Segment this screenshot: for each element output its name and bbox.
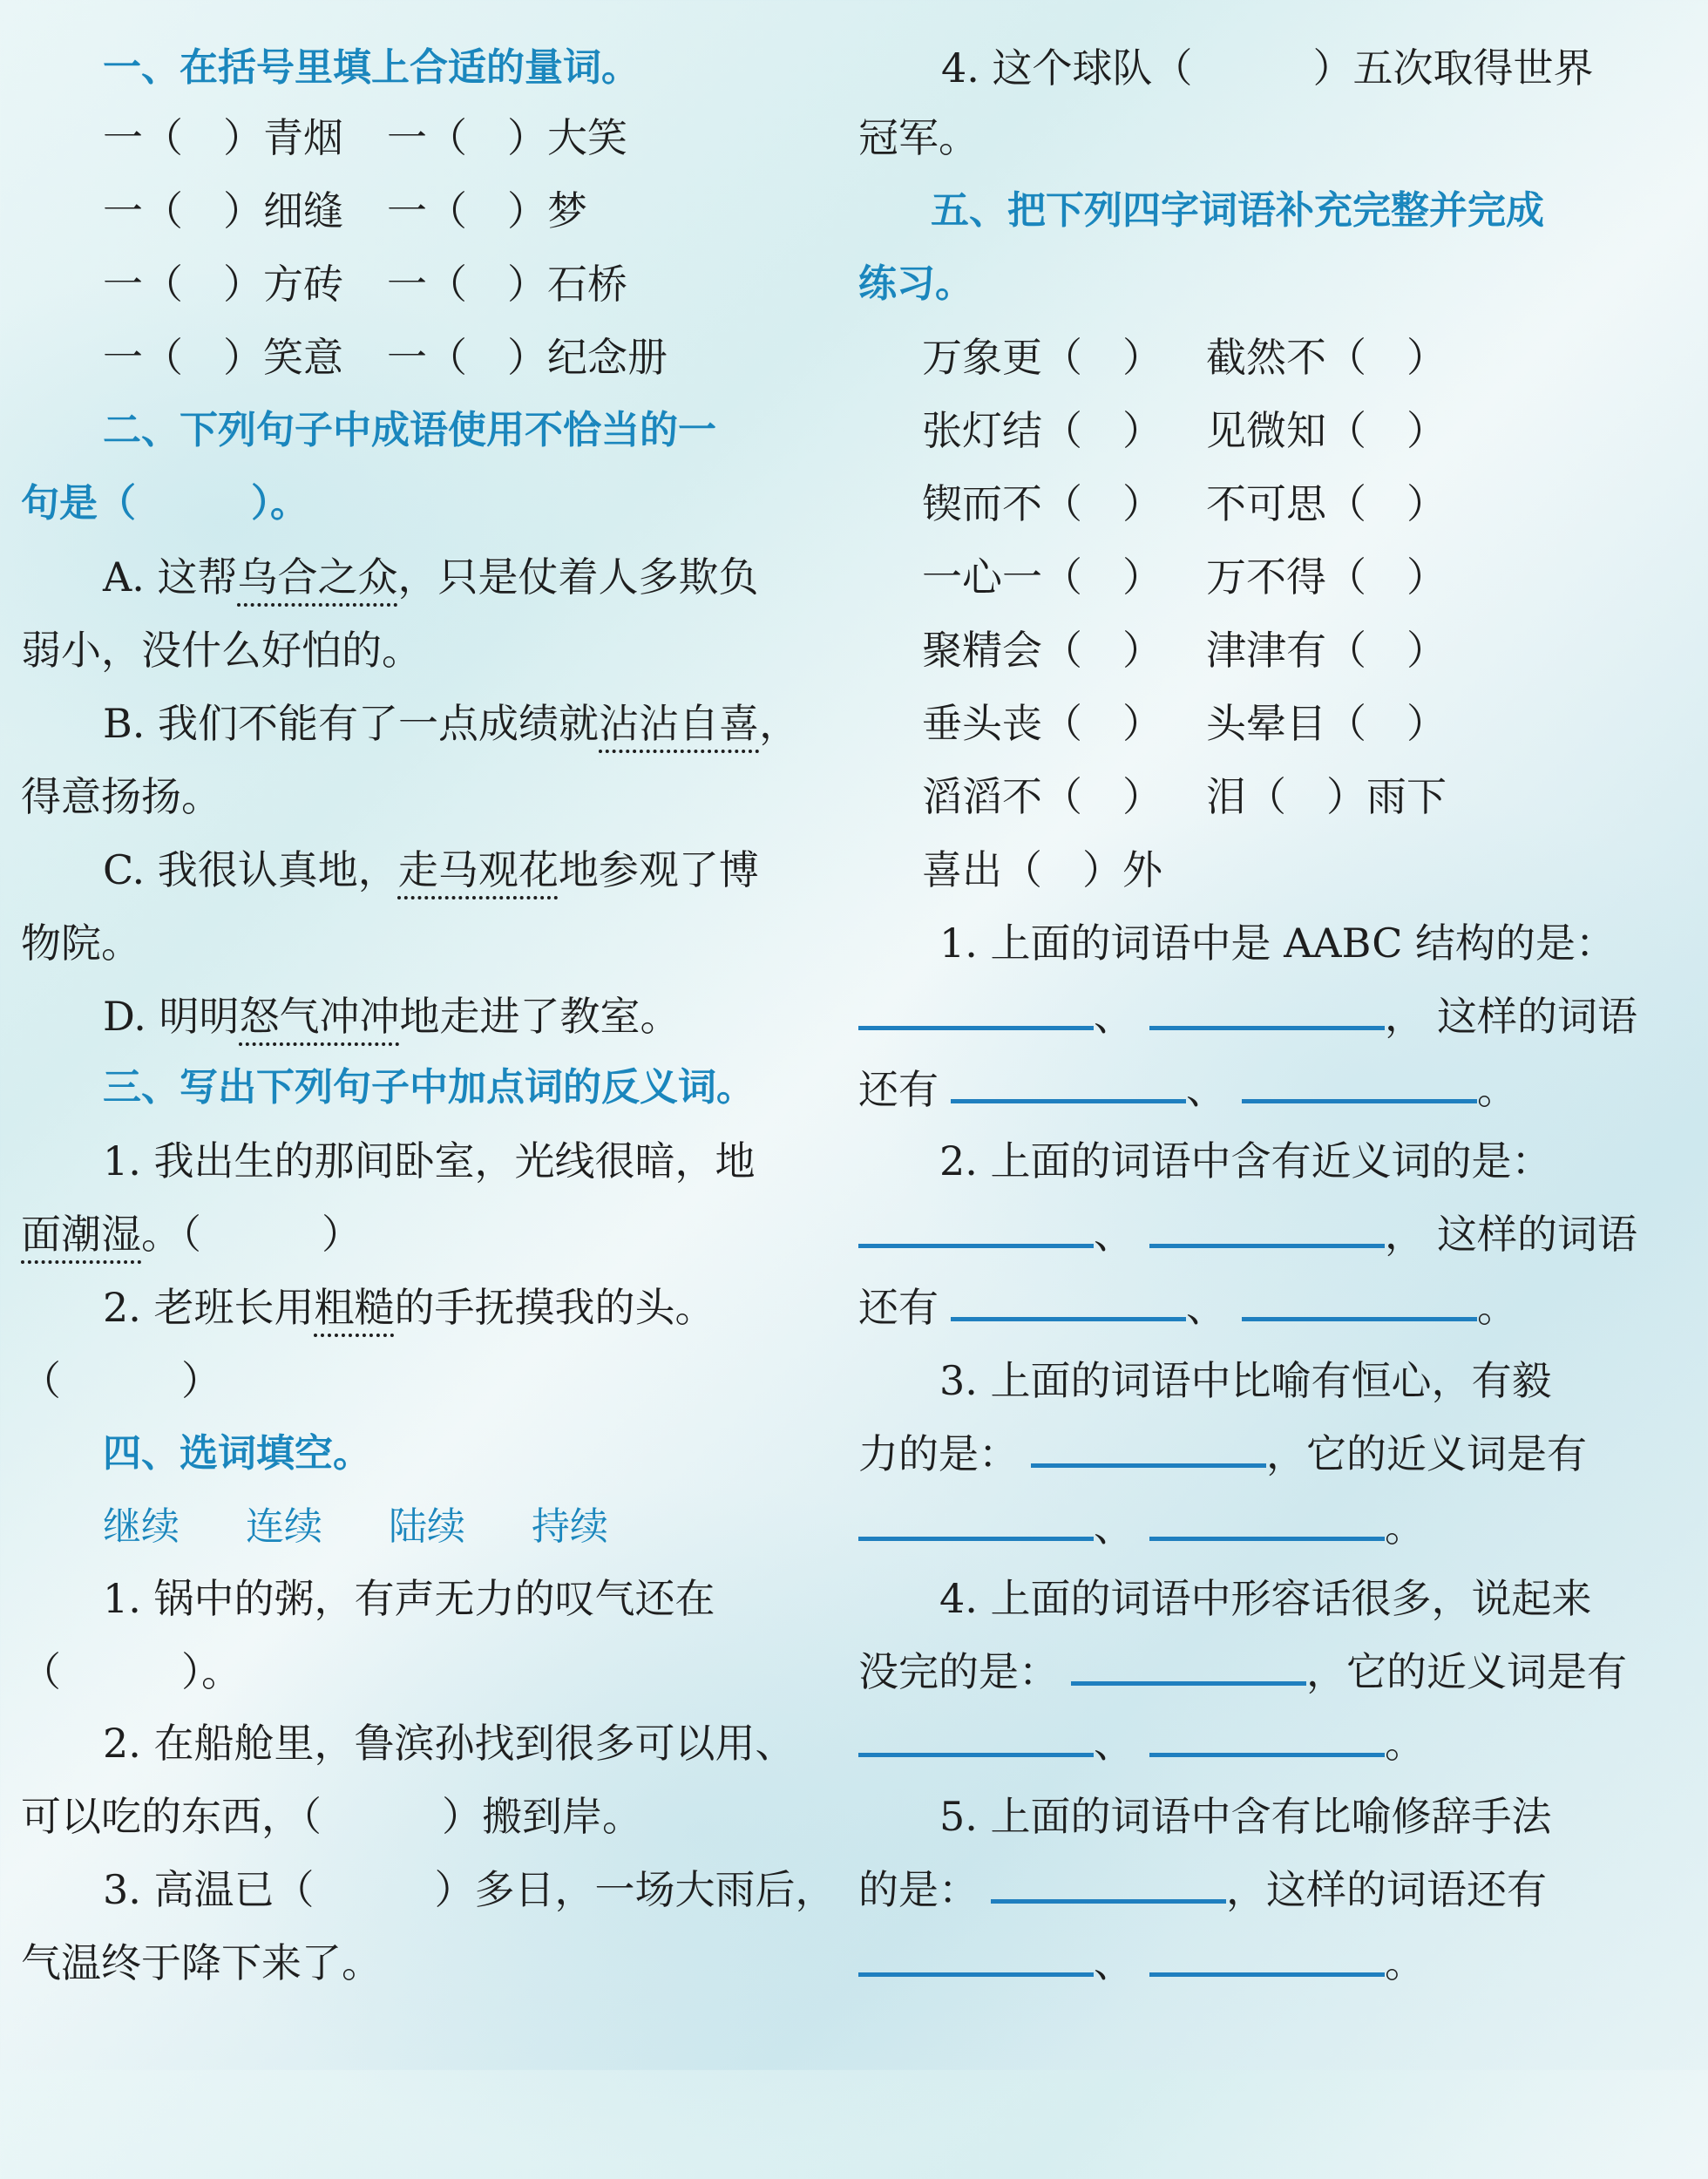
answer-blank[interactable]: [1149, 1718, 1385, 1757]
text: 没完的是：: [858, 1648, 1059, 1695]
text: B. 我们不能有了一点成绩就: [103, 700, 600, 747]
text: 2. 老班长用: [103, 1284, 315, 1331]
answer-blank[interactable]: [1031, 1429, 1266, 1468]
text: 、: [1094, 1504, 1134, 1551]
s1-item: 一（ ）石桥: [387, 261, 627, 308]
text: 的手抚摸我的头。: [394, 1284, 715, 1331]
answer-blank[interactable]: [1149, 1502, 1385, 1541]
s5-row: [922, 624, 1447, 676]
s5-row: [922, 404, 1447, 457]
s5-q3-line3: [858, 1501, 1425, 1553]
s4-q1-cont: （ ）。: [21, 1648, 241, 1695]
dotted-idiom: 走马观花: [397, 846, 559, 893]
s4-q3-cont: 气温终于降下来了。: [21, 1939, 382, 1986]
answer-blank[interactable]: [991, 1864, 1226, 1904]
text: ，它的近义词是有: [1266, 1430, 1587, 1477]
s1-row1: [103, 112, 627, 164]
section5-title-a: 五、把下列四字词语补充完整并完成: [931, 188, 1544, 233]
s1-item: 一（ ）方砖: [103, 261, 343, 308]
text: 。（ ）: [141, 1211, 362, 1258]
s5-q4: 4. 上面的词语中形容话很多，说起来: [939, 1575, 1592, 1622]
s1-item: 一（ ）纪念册: [387, 334, 668, 381]
s5-item: 津津有（ ）: [1206, 627, 1447, 674]
s4-word-bank: [103, 1501, 608, 1553]
s5-item: 头晕目（ ）: [1206, 700, 1447, 747]
answer-blank[interactable]: [951, 1064, 1186, 1103]
dotted-word: 粗糙: [314, 1284, 395, 1331]
dotted-idiom: 怒气冲冲: [239, 993, 400, 1040]
text: ，: [759, 700, 800, 747]
text: 。: [1477, 1066, 1517, 1113]
s4-q4: 4. 这个球队（ ）五次取得世界: [941, 44, 1594, 92]
answer-blank[interactable]: [1242, 1282, 1477, 1321]
s5-q1-line3: [858, 1063, 1517, 1116]
text: 、: [1094, 1720, 1134, 1767]
s5-item: 泪（ ）雨下: [1206, 773, 1447, 820]
s4-q4-cont: 冠军。: [858, 114, 979, 161]
s1-item: 一（ ）青烟: [103, 114, 343, 161]
text: ，: [1385, 1211, 1425, 1258]
answer-blank[interactable]: [858, 1938, 1094, 1977]
s2-option-c: [103, 844, 759, 896]
answer-blank[interactable]: [1071, 1646, 1306, 1686]
s5-row: [922, 331, 1447, 384]
s5-item: 一心一（ ）: [922, 553, 1162, 601]
text: C. 我很认真地，: [103, 846, 398, 893]
s5-row: [922, 478, 1447, 530]
answer-blank[interactable]: [1149, 991, 1385, 1030]
section2-title-b: 句是（ ）。: [21, 481, 308, 526]
dotted-word: 面潮湿: [21, 1211, 141, 1258]
word-option: 连续: [246, 1504, 322, 1549]
s5-q1: 1. 上面的词语中是 AABC 结构的是：: [939, 920, 1616, 967]
answer-blank[interactable]: [858, 1718, 1094, 1757]
answer-blank[interactable]: [1149, 1938, 1385, 1977]
s3-q2: [103, 1281, 715, 1334]
text: 、: [1094, 1939, 1134, 1986]
word-option: 持续: [532, 1504, 608, 1549]
answer-blank[interactable]: [858, 1502, 1094, 1541]
answer-blank[interactable]: [1149, 1209, 1385, 1248]
text: 。: [1477, 1284, 1517, 1331]
s5-q3: 3. 上面的词语中比喻有恒心，有毅: [939, 1357, 1552, 1404]
text: A. 这帮: [103, 553, 238, 601]
text: ，只是仗着人多欺负: [397, 553, 759, 601]
s5-q2-line2: [858, 1208, 1637, 1260]
text: 还有: [858, 1284, 939, 1331]
s1-item: 一（ ）大笑: [387, 114, 627, 161]
text: 这样的词语: [1437, 993, 1637, 1040]
text: 的是：: [858, 1866, 979, 1913]
s2-option-c-cont: 物院。: [21, 920, 141, 967]
s2-option-b-cont: 得意扬扬。: [21, 773, 221, 820]
text: 、: [1094, 1211, 1134, 1258]
text: D. 明明: [103, 993, 240, 1040]
s4-q1: 1. 锅中的粥，有声无力的叹气还在: [103, 1575, 715, 1622]
s5-q3-line2: [858, 1428, 1587, 1480]
text: 、: [1094, 993, 1134, 1040]
s5-item: 万象更（ ）: [922, 334, 1162, 381]
s5-q5-line2: [858, 1863, 1547, 1916]
text: 。: [1385, 1504, 1425, 1551]
s5-item: 见微知（ ）: [1206, 407, 1447, 454]
s1-item: 一（ ）梦: [387, 187, 587, 234]
s5-q4-line2: [858, 1646, 1627, 1698]
s5-item: 不可思（ ）: [1206, 480, 1447, 527]
answer-blank[interactable]: [858, 991, 1094, 1030]
word-option: 陆续: [389, 1504, 465, 1549]
s2-option-a: [103, 551, 758, 603]
s1-row4: [103, 331, 668, 384]
s5-q1-line2: [858, 990, 1637, 1042]
s5-row: [922, 770, 1447, 823]
text: 。: [1385, 1939, 1425, 1986]
text: 、: [1186, 1066, 1226, 1113]
s5-item: 喜出（ ）外: [922, 846, 1162, 893]
text: ，这样的词语还有: [1226, 1866, 1547, 1913]
s2-option-a-cont: 弱小，没什么好怕的。: [21, 627, 422, 674]
s1-item: 一（ ）细缝: [103, 187, 343, 234]
s4-q3: 3. 高温已（ ）多日，一场大雨后，: [103, 1866, 836, 1913]
text: 地走进了教室。: [399, 993, 681, 1040]
section1-title: 一、在括号里填上合适的量词。: [103, 45, 640, 90]
s4-q2: 2. 在船舱里，鲁滨孙找到很多可以用、: [103, 1720, 796, 1767]
s5-item: 万不得（ ）: [1206, 553, 1447, 601]
s1-item: 一（ ）笑意: [103, 334, 343, 381]
section3-title: 三、写出下列句子中加点词的反义词。: [103, 1065, 755, 1110]
s5-q5: 5. 上面的词语中含有比喻修辞手法: [939, 1793, 1552, 1840]
s5-q2-line3: [858, 1281, 1517, 1334]
s3-q2-cont: （ ）: [21, 1357, 221, 1404]
s5-item: 滔滔不（ ）: [922, 773, 1162, 820]
word-option: 继续: [103, 1504, 180, 1549]
s5-item: 垂头丧（ ）: [922, 700, 1162, 747]
s5-row: [922, 697, 1447, 750]
dotted-idiom: 沾沾自喜: [599, 700, 760, 747]
s5-row: [922, 551, 1447, 603]
s4-q2-cont: 可以吃的东西，（ ）搬到岸。: [21, 1793, 642, 1840]
section5-title-b: 练习。: [858, 261, 973, 306]
s5-item: 截然不（ ）: [1206, 334, 1447, 381]
answer-blank[interactable]: [951, 1282, 1186, 1321]
s3-q1: 1. 我出生的那间卧室，光线很暗，地: [103, 1137, 756, 1185]
dotted-idiom: 乌合之众: [237, 553, 398, 601]
text: 地参观了博: [558, 846, 759, 893]
text: ，它的近义词是有: [1306, 1648, 1627, 1695]
answer-blank[interactable]: [858, 1209, 1094, 1248]
s5-q5-line3: [858, 1937, 1425, 1989]
s5-item: 聚精会（ ）: [922, 627, 1162, 674]
answer-blank[interactable]: [1242, 1064, 1477, 1103]
text: 这样的词语: [1437, 1211, 1637, 1258]
s5-q2: 2. 上面的词语中含有近义词的是：: [939, 1137, 1552, 1185]
s2-option-b: [103, 697, 799, 750]
text: 、: [1186, 1284, 1226, 1331]
s5-q4-line3: [858, 1717, 1425, 1769]
s3-q1-cont: [21, 1208, 362, 1260]
s1-row3: [103, 258, 627, 310]
s5-row: [922, 844, 1162, 896]
text: 还有: [858, 1066, 939, 1113]
s2-option-d: [103, 990, 681, 1042]
s1-row2: [103, 185, 587, 237]
s5-item: 张灯结（ ）: [922, 407, 1162, 454]
s5-item: 锲而不（ ）: [922, 480, 1162, 527]
text: 力的是：: [858, 1430, 1019, 1477]
section2-title-a: 二、下列句子中成语使用不恰当的一: [103, 408, 716, 452]
text: 。: [1385, 1720, 1425, 1767]
section4-title: 四、选词填空。: [103, 1431, 371, 1476]
text: ，: [1385, 993, 1425, 1040]
